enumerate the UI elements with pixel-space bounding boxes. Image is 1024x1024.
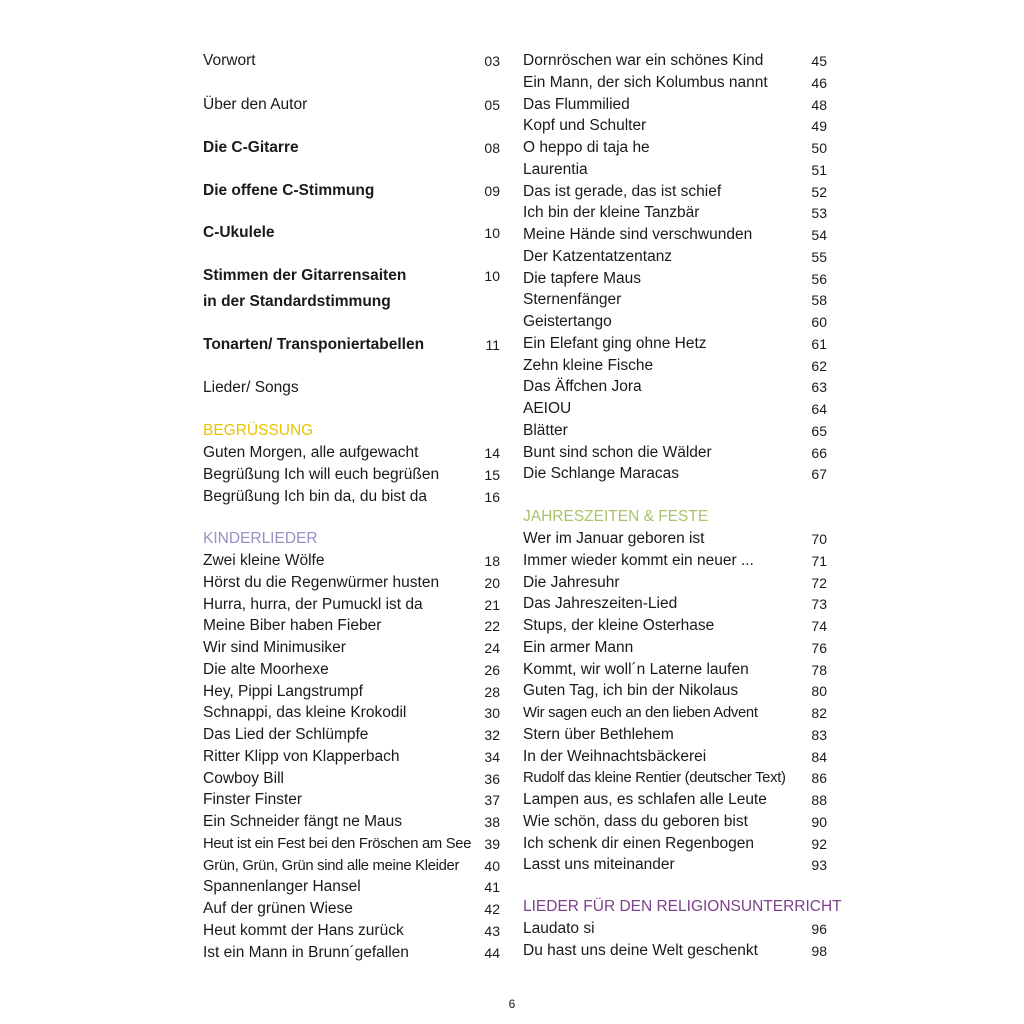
toc-entry[interactable]	[523, 550, 827, 572]
toc-entry[interactable]	[203, 833, 500, 855]
toc-entry-title: Guten Tag, ich bin der Nikolaus	[523, 682, 739, 700]
toc-entry[interactable]	[523, 311, 827, 333]
section-heading-religionsunterricht: LIEDER FÜR DEN RELIGIONSUNTERRICHT	[523, 898, 842, 915]
toc-entry-page: 65	[811, 422, 827, 439]
toc-entry-title: Wir sagen euch an den lieben Advent	[523, 705, 758, 721]
toc-entry-title: Geistertango	[523, 313, 612, 330]
toc-entry-title: Dornröschen war ein schönes Kind	[523, 52, 764, 69]
toc-entry[interactable]	[203, 811, 500, 833]
toc-entry[interactable]	[523, 811, 827, 833]
toc-entry[interactable]	[203, 659, 500, 681]
toc-entry-page: 70	[811, 531, 827, 547]
toc-entry-title: Ein armer Mann	[523, 638, 634, 656]
toc-entry-page: 73	[811, 596, 827, 613]
toc-entry-page: 16	[484, 488, 500, 505]
toc-entry[interactable]	[523, 224, 827, 246]
toc-entry-page: 54	[811, 227, 827, 243]
toc-entry[interactable]	[203, 222, 500, 244]
toc-entry[interactable]	[523, 137, 827, 159]
toc-entry-title: Hurra, hurra, der Pumuckl ist da	[203, 595, 423, 613]
toc-entry-title: Das ist gerade, das ist schief	[523, 182, 722, 200]
toc-entry-title: Kopf und Schulter	[523, 117, 647, 135]
toc-entry[interactable]	[203, 898, 500, 920]
toc-entry-title: Stimmen der Gitarrensaiten	[203, 267, 407, 284]
toc-entry[interactable]	[523, 724, 827, 746]
toc-entry[interactable]	[523, 376, 827, 398]
toc-entry[interactable]	[523, 854, 827, 876]
toc-entry-page: 50	[811, 140, 827, 156]
toc-entry[interactable]	[523, 398, 827, 420]
toc-entry[interactable]	[203, 50, 500, 72]
toc-entry-title: Bunt sind schon die Wälder	[523, 443, 712, 461]
toc-entry-title: Cowboy Bill	[203, 769, 284, 787]
toc-entry[interactable]	[523, 637, 827, 659]
toc-entry-title: Lasst uns miteinander	[523, 856, 675, 874]
toc-entry-page: 52	[811, 183, 827, 200]
toc-entry-title: Du hast uns deine Welt geschenkt	[523, 941, 758, 959]
toc-entry-title: Stups, der kleine Osterhase	[523, 617, 715, 634]
toc-entry[interactable]	[203, 855, 500, 877]
toc-entry-title: Schnappi, das kleine Krokodil	[203, 704, 407, 722]
toc-entry[interactable]	[203, 615, 500, 637]
toc-entry[interactable]	[523, 940, 827, 962]
toc-entry[interactable]	[523, 289, 827, 311]
toc-entry-page: 96	[811, 921, 827, 937]
toc-entry-page: 86	[811, 770, 827, 787]
toc-entry-title: AEIOU	[523, 400, 572, 417]
toc-entry-title: Die alte Moorhexe	[203, 660, 329, 678]
toc-entry-title: Guten Morgen, alle aufgewacht	[203, 444, 419, 461]
toc-entry-page: 56	[811, 270, 827, 287]
toc-entry-page: 15	[484, 466, 500, 483]
toc-entry[interactable]	[203, 594, 500, 616]
toc-entry-page: 11	[485, 337, 500, 353]
toc-entry-title: Begrüßung Ich bin da, du bist da	[203, 487, 428, 505]
toc-entry-title: Heut kommt der Hans zurück	[203, 921, 404, 939]
toc-entry-title: Das Jahreszeiten-Lied	[523, 595, 678, 613]
toc-entry[interactable]	[203, 768, 500, 790]
toc-entry[interactable]	[203, 265, 500, 287]
toc-entry-page: 83	[811, 726, 827, 743]
toc-entry[interactable]	[523, 159, 827, 181]
toc-entry-title: Ist ein Mann in Brunn´gefallen	[203, 943, 409, 961]
toc-entry[interactable]	[523, 115, 827, 137]
toc-entry-page: 98	[811, 942, 827, 959]
toc-entry[interactable]	[523, 767, 827, 789]
toc-entry-title: Stern über Bethlehem	[523, 725, 674, 743]
toc-entry[interactable]	[203, 724, 500, 746]
toc-entry-continuation[interactable]	[203, 291, 500, 313]
toc-entry-title: Ich schenk dir einen Regenbogen	[523, 834, 754, 852]
toc-entry[interactable]	[203, 334, 500, 356]
toc-entry-page: 46	[811, 74, 827, 91]
toc-entry-title: Grün, Grün, Grün sind alle meine Kleider	[203, 857, 460, 874]
toc-entry-title: Vorwort	[203, 52, 256, 69]
toc-entry-title: Ein Mann, der sich Kolumbus nannt	[523, 73, 768, 91]
toc-entry[interactable]	[203, 94, 500, 116]
toc-entry-title: Heut ist ein Fest bei den Fröschen am See	[203, 835, 472, 852]
toc-entry[interactable]	[203, 920, 500, 942]
toc-entry[interactable]	[523, 680, 827, 702]
toc-entry-page: 53	[811, 205, 827, 222]
toc-entry[interactable]	[203, 442, 500, 464]
toc-entry-title: Ich bin der kleine Tanzbär	[523, 204, 700, 222]
toc-entry-title: Wir sind Minimusiker	[203, 639, 346, 656]
toc-entry-title: In der Weihnachtsbäckerei	[523, 747, 707, 765]
toc-entry-page: 63	[811, 379, 827, 396]
toc-entry-page: 74	[811, 618, 827, 634]
toc-entry-page: 92	[811, 835, 827, 852]
toc-entry[interactable]	[523, 615, 827, 637]
toc-entry[interactable]	[523, 50, 827, 72]
toc-entry-page: 66	[811, 444, 827, 461]
toc-entry-page: 43	[484, 922, 500, 939]
toc-entry-title: Meine Hände sind verschwunden	[523, 226, 753, 243]
toc-entry-page: 82	[811, 705, 827, 721]
toc-entry-page: 44	[484, 944, 500, 961]
toc-entry[interactable]	[523, 333, 827, 355]
toc-entry-page: 72	[811, 574, 827, 591]
toc-entry-title: Das Lied der Schlümpfe	[203, 726, 369, 743]
toc-entry-page: 09	[484, 183, 500, 199]
toc-entry-title: Meine Biber haben Fieber	[203, 617, 382, 635]
section-heading-jahreszeiten: JAHRESZEITEN & FESTE	[523, 508, 709, 525]
toc-entry-title: Über den Autor	[203, 96, 308, 113]
toc-entry-title: Finster Finster	[203, 791, 303, 809]
toc-entry-page: 80	[811, 683, 827, 700]
toc-entry-title: Die Schlange Maracas	[523, 465, 679, 483]
toc-entry[interactable]	[203, 789, 500, 811]
toc-entry-page: 34	[484, 748, 500, 765]
toc-entry[interactable]	[523, 702, 827, 724]
toc-entry-page: 30	[484, 705, 500, 722]
toc-entry-page: 88	[811, 792, 827, 808]
toc-entry-page: 36	[484, 770, 500, 787]
toc-entry-title: Ein Elefant ging ohne Hetz	[523, 334, 707, 352]
toc-entry-title: Ritter Klipp von Klapperbach	[203, 747, 400, 765]
toc-entry[interactable]	[203, 681, 500, 703]
toc-entry-page: 24	[484, 640, 500, 656]
section-heading-kinderlieder: KINDERLIEDER	[203, 530, 318, 547]
toc-entry-page: 78	[811, 661, 827, 678]
toc-entry-page: 08	[484, 140, 500, 156]
toc-entry-page: 26	[484, 661, 500, 678]
toc-entry[interactable]	[203, 942, 500, 964]
toc-entry-title: Zehn kleine Fische	[523, 356, 654, 374]
toc-entry	[203, 377, 500, 399]
toc-entry-title: in der Standardstimmung	[203, 293, 391, 310]
toc-entry[interactable]	[203, 486, 500, 508]
toc-entry-title: Das Äffchen Jora	[523, 378, 642, 396]
toc-entry[interactable]	[203, 572, 500, 594]
toc-entry-title: Hey, Pippi Langstrumpf	[203, 682, 363, 700]
toc-entry[interactable]	[203, 550, 500, 572]
page-number: 6	[508, 997, 516, 1011]
toc-entry-title: Blätter	[523, 421, 568, 439]
toc-entry-page: 37	[484, 792, 500, 809]
toc-entry-page: 51	[811, 161, 827, 178]
toc-entry-title: Sternenfänger	[523, 291, 622, 309]
toc-entry[interactable]	[523, 442, 827, 464]
toc-entry[interactable]	[523, 246, 827, 268]
toc-entry-page: 60	[811, 314, 827, 330]
toc-entry-title: Ein Schneider fängt ne Maus	[203, 813, 403, 830]
toc-entry-page: 84	[811, 748, 827, 765]
toc-entry[interactable]	[523, 420, 827, 442]
toc-entry-page: 38	[484, 814, 500, 830]
toc-entry-title: Die offene C-Stimmung	[203, 182, 375, 199]
toc-entry-title: Rudolf das kleine Rentier (deutscher Text)	[523, 770, 786, 787]
toc-entry-page: 18	[484, 553, 500, 569]
toc-entry[interactable]	[523, 268, 827, 290]
section-heading-begruessung: BEGRÜSSUNG	[203, 422, 314, 439]
toc-entry-title: Laurentia	[523, 160, 588, 178]
toc-entry-page: 58	[811, 292, 827, 309]
toc-entry[interactable]	[203, 746, 500, 768]
toc-entry[interactable]	[523, 528, 827, 550]
toc-entry-page: 49	[811, 118, 827, 135]
toc-entry[interactable]	[203, 702, 500, 724]
toc-entry[interactable]	[203, 137, 500, 159]
toc-entry-title: Tonarten/ Transponiertabellen	[203, 336, 425, 353]
toc-entry-page: 39	[484, 835, 500, 852]
toc-entry-title: Immer wieder kommt ein neuer ...	[523, 551, 754, 569]
toc-entry-page: 10	[484, 225, 500, 241]
toc-entry-title: Die tapfere Maus	[523, 269, 642, 287]
toc-entry-page: 61	[811, 335, 827, 352]
toc-entry-page: 20	[484, 574, 500, 591]
toc-entry-title: Auf der grünen Wiese	[203, 900, 353, 917]
toc-entry-page: 64	[811, 401, 827, 417]
toc-entry-title: Spannenlanger Hansel	[203, 878, 361, 896]
toc-entry-title: Die C-Gitarre	[203, 139, 299, 156]
toc-entry[interactable]	[523, 572, 827, 594]
toc-entry-page: 48	[811, 96, 827, 113]
toc-entry-title: Wer im Januar geboren ist	[523, 530, 705, 547]
toc-entry-page: 62	[811, 357, 827, 374]
toc-entry-title: Zwei kleine Wölfe	[203, 552, 325, 569]
toc-entry-page: 21	[484, 596, 500, 613]
toc-entry-page: 05	[484, 97, 500, 113]
toc-entry-page: 67	[811, 466, 827, 483]
toc-entry[interactable]	[203, 464, 500, 486]
toc-entry-title: Das Flummilied	[523, 95, 630, 113]
toc-entry[interactable]	[523, 833, 827, 855]
toc-entry-page: 42	[484, 901, 500, 917]
toc-entry[interactable]	[203, 637, 500, 659]
toc-entry-page: 90	[811, 813, 827, 830]
toc-entry-title: Hörst du die Regenwürmer husten	[203, 573, 440, 591]
toc-entry-page: 55	[811, 248, 827, 265]
toc-entry[interactable]	[523, 789, 827, 811]
toc-entry-title: Wie schön, dass du geboren bist	[523, 812, 748, 830]
toc-entry[interactable]	[523, 202, 827, 224]
toc-entry-title: Der Katzentatzentanz	[523, 247, 673, 265]
toc-entry[interactable]	[523, 94, 827, 116]
toc-entry[interactable]	[523, 746, 827, 768]
toc-entry-page: 10	[484, 268, 500, 284]
toc-entry-title: Lieder/ Songs	[203, 379, 299, 396]
toc-entry-page: 45	[811, 53, 827, 69]
toc-entry[interactable]	[523, 355, 827, 377]
toc-entry-page: 03	[484, 53, 500, 69]
toc-entry-page: 76	[811, 639, 827, 656]
toc-entry[interactable]	[203, 876, 500, 898]
toc-entry[interactable]	[523, 918, 827, 940]
toc-entry[interactable]	[523, 659, 827, 681]
toc-entry[interactable]	[203, 180, 500, 202]
toc-entry-page: 22	[484, 618, 500, 635]
toc-entry-title: C-Ukulele	[203, 224, 275, 241]
toc-entry-title: Kommt, wir woll´n Laterne laufen	[523, 660, 749, 678]
toc-entry[interactable]	[523, 72, 827, 94]
toc-entry-page: 41	[484, 879, 500, 896]
toc-entry-title: Begrüßung Ich will euch begrüßen	[203, 465, 440, 483]
toc-entry-page: 71	[811, 552, 827, 569]
toc-entry-title: O heppo di taja he	[523, 139, 650, 156]
toc-entry[interactable]	[523, 463, 827, 485]
toc-entry-page: 28	[484, 683, 500, 700]
toc-entry-page: 32	[484, 727, 500, 743]
toc-entry[interactable]	[523, 181, 827, 203]
toc-entry-page: 93	[811, 857, 827, 874]
toc-entry-page: 14	[484, 445, 500, 461]
toc-entry-title: Lampen aus, es schlafen alle Leute	[523, 791, 767, 808]
toc-entry-title: Laudato si	[523, 920, 595, 937]
toc-entry-page: 40	[484, 857, 500, 874]
toc-entry[interactable]	[523, 593, 827, 615]
toc-entry-title: Die Jahresuhr	[523, 573, 620, 591]
